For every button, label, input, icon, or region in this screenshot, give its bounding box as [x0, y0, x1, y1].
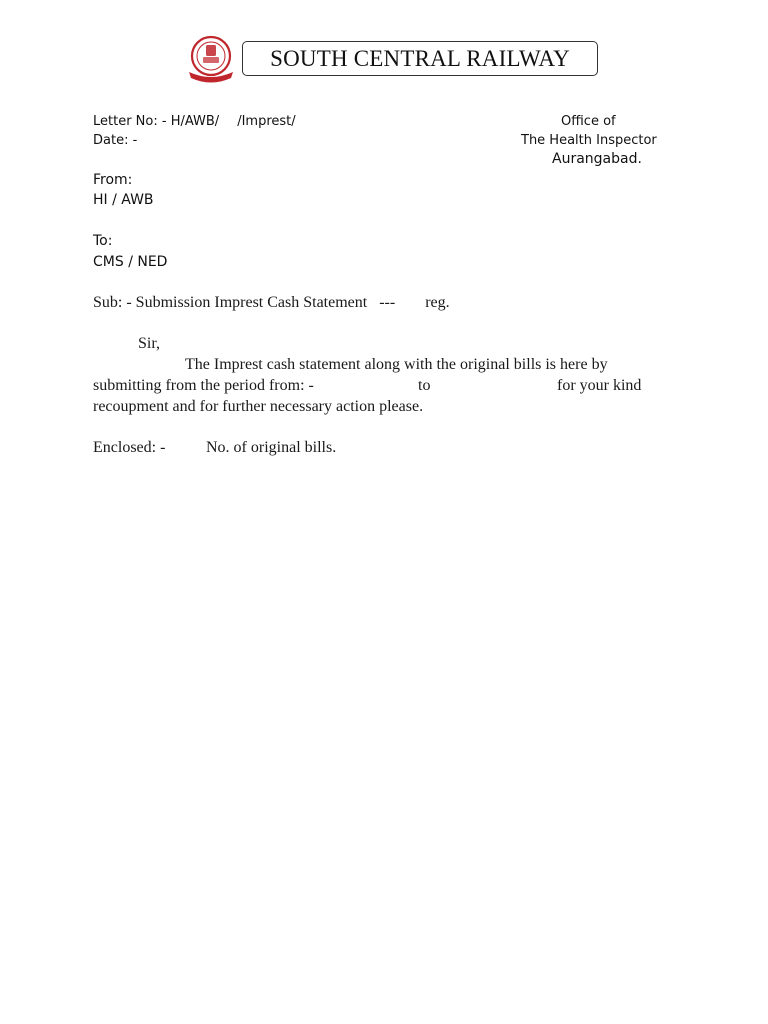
office-line-1: Office of [561, 114, 616, 129]
subject-reg: reg. [425, 294, 450, 311]
from-value: HI / AWB [93, 192, 154, 208]
letter-number [93, 114, 296, 129]
body-line-2-b: to [418, 377, 431, 394]
body-line-1: The Imprest cash statement along with the original bills is here by [185, 356, 608, 373]
body-line-3: recoupment and for further necessary action please. [93, 398, 424, 415]
subject-dashes: --- [379, 294, 396, 311]
letter-date: Date: - [93, 133, 138, 148]
subject-line [93, 294, 450, 312]
body-line-2-c: for your kind [557, 377, 642, 394]
salutation: Sir, [138, 335, 161, 352]
letter-number-label: Letter No: - H/AWB/ [93, 114, 220, 129]
office-line-2: The Health Inspector [521, 133, 657, 148]
from-label: From: [93, 172, 133, 188]
to-value: CMS / NED [93, 254, 168, 270]
body-line-2-a: submitting from the period from: - [93, 377, 314, 394]
letter-number-suffix: /Imprest/ [237, 114, 296, 129]
office-line-3: Aurangabad. [552, 151, 642, 167]
organization-title: SOUTH CENTRAL RAILWAY [242, 41, 598, 76]
subject-text: Sub: - Submission Imprest Cash Statement [93, 294, 368, 311]
railway-emblem-logo [183, 32, 239, 88]
enclosed-value: No. of original bills. [206, 439, 337, 456]
enclosed-label: Enclosed: - [93, 439, 166, 456]
to-label: To: [93, 233, 113, 249]
